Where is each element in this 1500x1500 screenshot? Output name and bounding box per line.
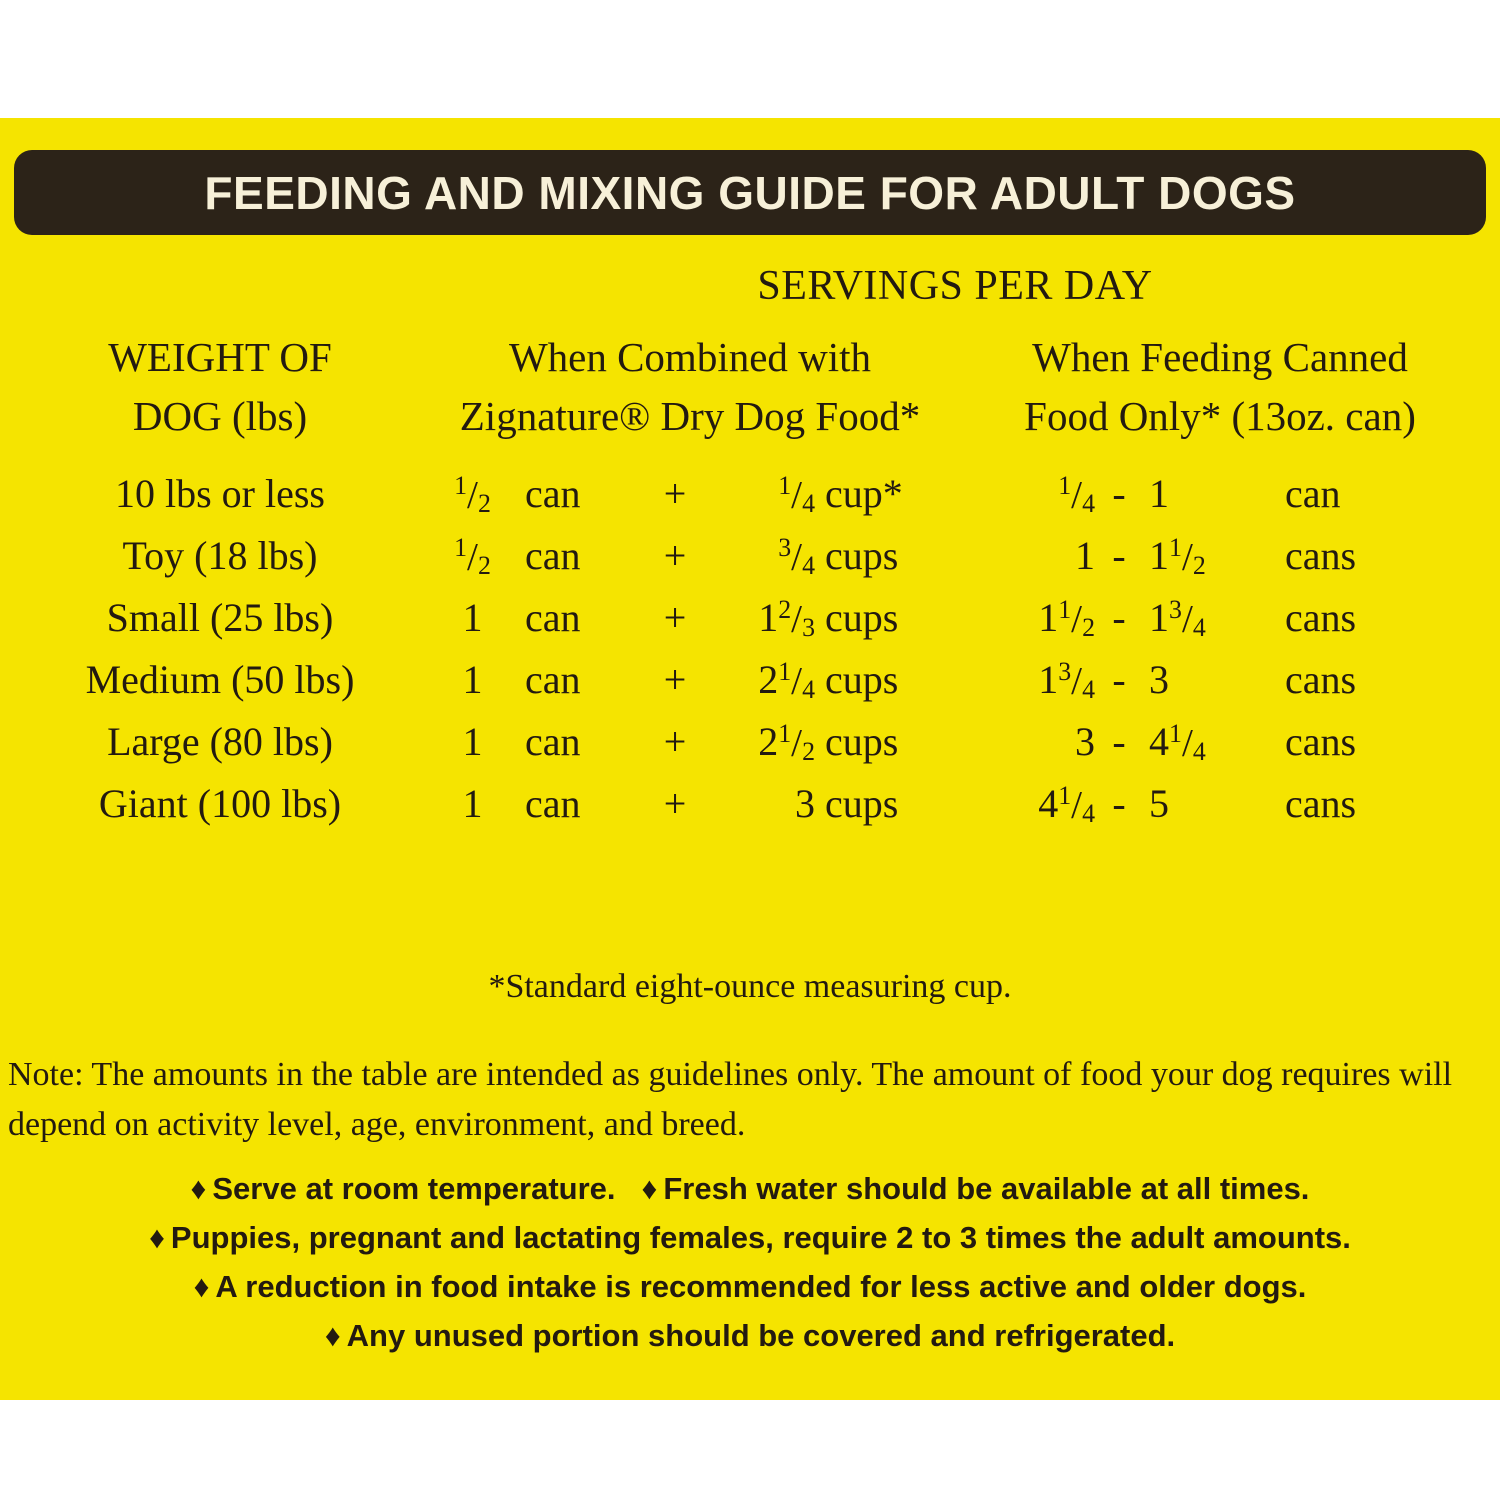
top-white-margin — [0, 0, 1500, 118]
table-row — [0, 470, 1500, 532]
cell-cup-unit: cups — [825, 533, 899, 578]
column-header-weight-line2: DOG (lbs) — [132, 393, 308, 440]
diamond-bullet-icon: ♦ — [149, 1219, 165, 1255]
cell-cup-amount: $^3$/4 — [778, 532, 815, 580]
cell-canned-unit: cans — [1285, 595, 1357, 640]
list-item — [0, 1165, 1500, 1214]
cell-can-unit: can — [525, 719, 581, 764]
note-paragraph: Note: The amounts in the table are intended as guidelines only. The amount of food your dog requires will depend on activity level, age, environment, and breed. — [8, 1056, 1453, 1143]
list-item — [0, 1214, 1500, 1263]
cell-range-dash: - — [1112, 657, 1126, 702]
list-item-label: A reduction in food intake is recommended for less active and older dogs. — [215, 1268, 1307, 1304]
cell-weight: 10 lbs or less — [115, 471, 325, 516]
diamond-bullet-icon: ♦ — [190, 1171, 207, 1206]
cell-can-amount: 1 — [462, 719, 483, 764]
cell-canned-low: $^1$/4 — [1058, 470, 1095, 518]
cell-cup-unit: cups — [825, 719, 899, 764]
column-header-canned-only — [960, 328, 1480, 447]
cell-range-dash: - — [1112, 533, 1126, 578]
cell-plus-sign: + — [663, 533, 687, 578]
cell-can-unit: can — [525, 657, 581, 702]
cell-canned-high: $4^1/4$ — [1149, 718, 1206, 766]
cell-canned-unit: can — [1285, 471, 1341, 516]
column-header-weight — [20, 328, 420, 447]
cell-range-dash: - — [1112, 781, 1126, 826]
cell-plus-sign: + — [663, 781, 687, 826]
cell-canned-low: 1 — [1075, 533, 1095, 578]
column-header-combined-line2: Zignature® Dry Dog Food* — [459, 393, 921, 440]
list-item-label: Serve at room temperature. — [212, 1171, 616, 1206]
cell-cup-unit: cups — [825, 781, 899, 826]
cell-weight: Medium (50 lbs) — [85, 657, 355, 702]
cell-canned-high: 3 — [1149, 657, 1169, 702]
diamond-bullet-icon: ♦ — [641, 1171, 658, 1206]
cell-can-unit: can — [525, 471, 581, 516]
column-headers — [0, 328, 1500, 447]
cell-plus-sign: + — [663, 657, 687, 702]
cell-canned-high: $1^3/4$ — [1149, 594, 1206, 642]
page-title: FEEDING AND MIXING GUIDE FOR ADULT DOGS — [204, 166, 1296, 219]
cell-canned-unit: cans — [1285, 719, 1357, 764]
cell-weight: Large (80 lbs) — [107, 719, 333, 764]
footnote: *Standard eight-ounce measuring cup. — [488, 968, 1012, 1005]
cell-canned-low: 3 — [1075, 719, 1095, 764]
table-row — [0, 718, 1500, 780]
cell-canned-low: $1^1/2$ — [1038, 594, 1095, 642]
list-item-label: Any unused portion should be covered and refrigerated. — [346, 1317, 1176, 1353]
servings-per-day-heading: SERVINGS PER DAY — [757, 263, 1153, 309]
list-item — [0, 1312, 1500, 1361]
table-row — [0, 656, 1500, 718]
column-header-combined-line1: When Combined with — [508, 334, 872, 380]
cell-plus-sign: + — [663, 719, 687, 764]
cell-cup-unit: cups — [825, 595, 899, 640]
cell-can-unit: can — [525, 781, 581, 826]
diamond-bullet-icon: ♦ — [193, 1268, 210, 1304]
cell-canned-low: $4^1/4$ — [1038, 780, 1095, 828]
list-item-label: Puppies, pregnant and lactating females, require 2 to 3 times the adult amounts. — [170, 1219, 1351, 1255]
cell-cup-amount: $2^1/4$ — [758, 656, 815, 704]
cell-weight: Toy (18 lbs) — [122, 533, 318, 578]
cell-canned-unit: cans — [1285, 533, 1357, 578]
cell-weight: Small (25 lbs) — [106, 595, 334, 640]
cell-canned-low: $1^3/4$ — [1038, 656, 1095, 704]
table-row — [0, 594, 1500, 656]
cell-can-amount: $^1$/2 — [454, 532, 491, 580]
cell-cup-amount: $2^1/2$ — [758, 718, 815, 766]
cell-can-amount: 1 — [462, 657, 483, 702]
column-header-combined — [420, 328, 960, 447]
cell-range-dash: - — [1112, 595, 1126, 640]
cell-plus-sign: + — [663, 595, 687, 640]
cell-range-dash: - — [1112, 719, 1126, 764]
table-row — [0, 532, 1500, 594]
cell-canned-high: $1^1/2$ — [1149, 532, 1206, 580]
cell-range-dash: - — [1112, 471, 1126, 516]
cell-canned-high: 1 — [1149, 471, 1169, 516]
cell-can-amount: $^1$/2 — [454, 470, 491, 518]
bottom-white-margin — [0, 1400, 1500, 1500]
diamond-bullet-icon: ♦ — [324, 1317, 341, 1353]
cell-cup-amount: $^1$/4 — [778, 470, 815, 518]
cell-can-amount: 1 — [462, 781, 483, 826]
cell-can-amount: 1 — [462, 595, 483, 640]
cell-canned-unit: cans — [1285, 781, 1357, 826]
column-header-canned-only-line1: When Feeding Canned — [1032, 334, 1408, 380]
cell-weight: Giant (100 lbs) — [98, 781, 342, 826]
cell-can-unit: can — [525, 595, 581, 640]
cell-cup-amount: $1^2/3$ — [758, 594, 815, 642]
table-row — [0, 780, 1500, 842]
cell-canned-high: 5 — [1149, 781, 1169, 826]
list-item — [0, 1263, 1500, 1312]
feeding-table-rows — [0, 470, 1500, 842]
cell-cup-amount: 3 — [795, 781, 815, 826]
cell-canned-unit: cans — [1285, 657, 1357, 702]
cell-can-unit: can — [525, 533, 581, 578]
column-header-canned-only-line2: Food Only* (13oz. can) — [1024, 393, 1416, 440]
header-bar — [14, 150, 1486, 235]
cell-cup-unit: cup* — [825, 471, 903, 516]
list-item-label: Fresh water should be available at all times. — [663, 1171, 1310, 1206]
bullet-list — [0, 1165, 1500, 1361]
cell-plus-sign: + — [663, 471, 687, 516]
column-header-weight-line1: WEIGHT OF — [108, 334, 332, 380]
cell-cup-unit: cups — [825, 657, 899, 702]
